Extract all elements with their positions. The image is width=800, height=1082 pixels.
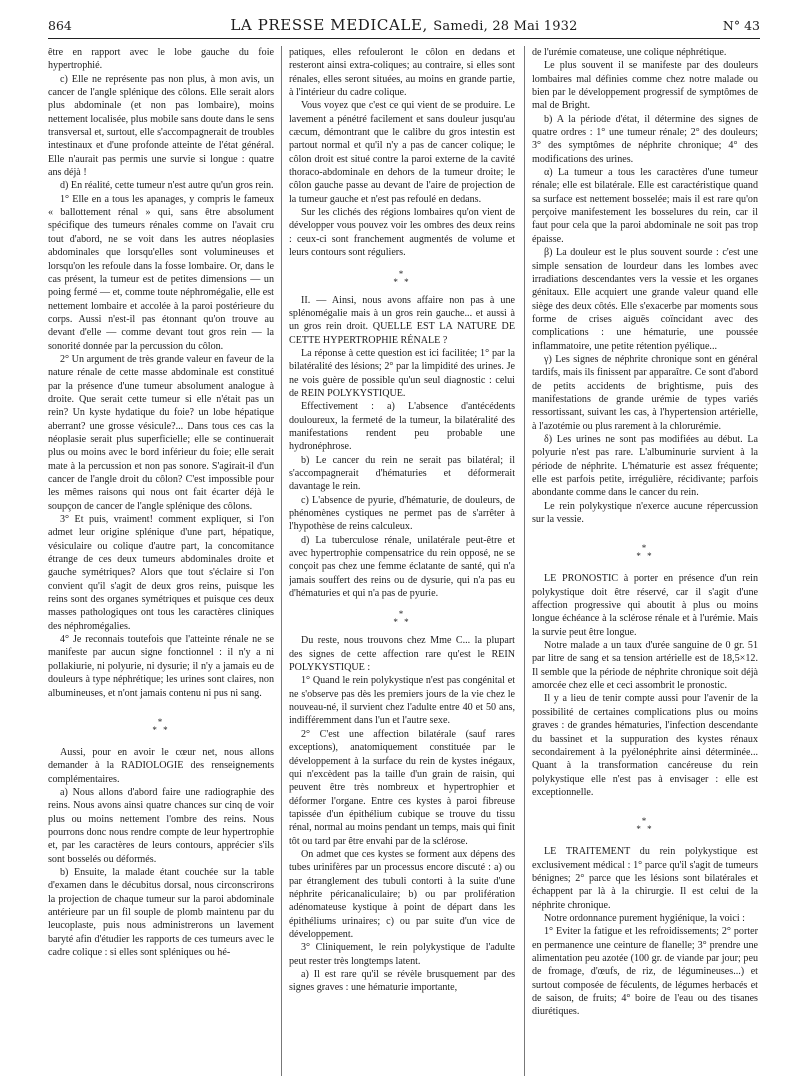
paragraph: patiques, elles refouleront le côlon en dedans et resteront ainsi extra-coliques; au contraire, si elles sont rénales, elles seront situées, au moins en grande partie, à l'intérieur du cadre colique. <box>289 47 515 99</box>
issue-number: N° 43 <box>722 18 760 33</box>
article-columns <box>48 46 760 1076</box>
paragraph: Effectivement : a) L'absence d'antécédents douloureux, la fermeté de la tumeur, la bilatéralité des manifestations rendent peu probable une hydronéphrose. <box>289 401 515 453</box>
paragraph: 4° Je reconnais toutefois que l'atteinte rénale ne se manifeste par aucun signe fonctionnel : il n'y a ni pollakiurie, ni polyurie, ni dysurie; il n'y a jamais eu de douleurs à type néphrétique; les urines sont claires, non albumineuses, et n'ont jamais contenu ni pus ni sang. <box>48 634 274 699</box>
paragraph: 3° Et puis, vraiment! comment expliquer, si l'on admet leur origine splénique d'une part, hépatique, vésiculaire ou colique d'autre part, la concomitance étrange de ces deux tumeurs abdominales droite et gauche symétriques? Alors que tout s'éclaire si l'on convient qu'il s'agit de deux gros reins, puisque les reins sont des organes symétriques et puisque ces deux masses pathologiques ont tous les caractères cliniques des néphromégalies. <box>48 514 274 632</box>
paragraph: II. — Ainsi, nous avons affaire non pas à une splénomégalie mais à un gros rein gauche... et aussi à un gros rein droit. QUELLE EST LA NATURE DE CETTE HYPERTROPHIE RÉNALE ? <box>289 294 515 346</box>
paragraph: a) Il est rare qu'il se révèle brusquement par des signes graves : une hématurie importante, <box>289 969 515 994</box>
column-2 <box>289 46 515 1076</box>
paragraph: Le rein polykystique n'exerce aucune répercussion sur la vessie. <box>532 500 758 526</box>
column-rule <box>281 46 282 1076</box>
paragraph: Du reste, nous trouvons chez Mme C... la plupart des signes de cette affection rare qu'est le REIN POLYKYSTIQUE : <box>289 635 515 674</box>
paragraph: d) La tuberculose rénale, unilatérale peut-être et avec hypertrophie compensatrice du rein opposé, ne se conçoit pas chez une femme éclatante de santé, qui n'a jamais souffert des reins ou de dysurie, qui n'a pas eu d'hématuries et qui n'a pas de pyurie. <box>289 534 515 600</box>
issue-date: Samedi, 28 Mai 1932 <box>433 19 578 34</box>
paragraph: Il y a lieu de tenir compte aussi pour l'avenir de la possibilité de certaines complications plus ou moins graves : de grandes hématuries, l'infection descendante du bassinet et la suppuration des kystes rénaux secondairement à la pyélonéphrite ainsi déterminée... Quant à la transformation cancéreuse du rein polykystique elle n'est pas à envisager : elle est exceptionnelle. <box>532 693 758 798</box>
section-separator: * * * <box>636 816 654 835</box>
paragraph: c) Elle ne représente pas non plus, à mon avis, un cancer de l'angle splénique des côlons. Elle serait alors plus abdominale (et non pas lombaire), moins nettement localisée, plus mobile sans doute dans le sens transversal et, surtout, elle s'accompagnerait de troubles intestinaux et d'une profonde atteinte de l'état général. Elle n'aurait pas permis une survie si longue : quatre ans déjà ! <box>48 73 274 179</box>
paragraph: b) A la période d'état, il détermine des signes de quatre ordres : 1° une tumeur rénale; 2° des douleurs; 3° des symptômes de néphrite chronique; 4° des modifications des urines. <box>532 113 758 165</box>
paragraph: LE PRONOSTIC à porter en présence d'un rein polykystique doit être réservé, car il s'agit d'une affection progressive qui aboutit à plus ou moins longue échéance à la sclérose rénale et à l'urémie. Mais la survie peut être longue. <box>532 573 758 638</box>
paragraph: Sur les clichés des régions lombaires qu'on vient de développer vous pouvez voir les ombres des deux reins : ceux-ci sont franchement augmentés de volume et leurs contours sont réguliers. <box>289 207 515 259</box>
paragraph: 3° Cliniquement, le rein polykystique de l'adulte peut rester très longtemps latent. <box>289 942 515 967</box>
section-separator: * * * <box>393 609 411 628</box>
section-separator: * * * <box>393 268 411 287</box>
page-header <box>48 12 760 39</box>
paragraph: Vous voyez que c'est ce qui vient de se produire. Le lavement a pénétré facilement et sans douleur jusqu'au cæcum, démontrant que le calibre du gros intestin est partout normal et qu'il n'y a pas de cancer colique; le côlon droit est situé contre la paroi externe de la cavité thoraco-abdominale en dehors de la tumeur droite; le côlon gauche passe au devant de l'aire de projection de la tumeur gauche et n'est pas refoulé en dedans. <box>289 100 515 205</box>
paragraph: 2° Un argument de très grande valeur en faveur de la nature rénale de cette masse abdominale est constitué par la présence d'une tumeur absolument analogue à droite. Que serait cette tumeur si elle n'était pas un rein? Un kyste hydatique du foie? un lobe hépatique aberrant? une grosse vésicule?... Dans tous ces cas la néoplasie serait plus superficielle; elle se continuerait plus ou moins avec le bord inférieur du foie; elle serait mate à la percussion et non pas sonore. S'agirait-il d'un cancer de l'angle droit du côlon? C'est impossible pour les mêmes raisons qui nous ont fait écarter déjà le soupçon de cancer de l'angle splénique des côlons. <box>48 353 274 512</box>
paragraph: Aussi, pour en avoir le cœur net, nous allons demander à la RADIOLOGIE des renseignements complémentaires. <box>48 746 274 785</box>
paragraph: γ) Les signes de néphrite chronique sont en général tardifs, mais ils finissent par apparaître. Ce sont d'abord de petits accidents de brightisme, puis des manifestations de grande urémie de types variés ressortissant, suivant les cas, à l'hypertension artérielle, à l'azotémie ou plus rarement à la chlorurémie. <box>532 353 758 432</box>
journal-masthead <box>48 16 760 34</box>
section-separator: * * * <box>636 543 654 562</box>
paragraph: δ) Les urines ne sont pas modifiées au début. La polyurie n'est pas rare. L'albuminurie survient à la période de néphrite. L'hématurie est assez fréquente; elle est parfois petite, irrégulière, récidivante; parfois abondante comme dans le cancer du rein. <box>532 433 758 499</box>
paragraph: de l'urémie comateuse, une colique néphrétique. <box>532 47 727 58</box>
paragraph: β) La douleur est le plus souvent sourde : c'est une simple sensation de lourdeur dans les lombes avec irradiations descendantes vers la vessie et les organes génitaux. Elle acquiert une grande valeur quand elle siège des deux côtés. Elle s'exacerbe par moments sous forme de crises aiguës coïncidant avec des complications : une hématurie, une poussée inflammatoire, une petite rétention pyélique... <box>532 247 758 352</box>
journal-title: LA PRESSE MEDICALE, <box>230 16 428 34</box>
paragraph: c) L'absence de pyurie, d'hématurie, de douleurs, de phénomènes cystiques ne permet pas de s'arrêter à l'hypothèse de reins calculeux. <box>289 494 515 533</box>
paragraph: La réponse à cette question est ici facilitée; 1° par la bilatéralité des lésions; 2° par la limpidité des urines. Je ne vois guère de possible qu'un seul diagnostic : celui de REIN POLYKYSTIQUE. <box>289 347 515 399</box>
paragraph: 1° Quand le rein polykystique n'est pas congénital et ne s'observe pas dès les premiers jours de la vie chez le nouveau-né, il survient chez l'adulte entre 40 et 50 ans, indifféremment dans l'un et l'autre sexe. <box>289 675 515 727</box>
paragraph: b) Ensuite, la malade étant couchée sur la table d'examen dans le décubitus dorsal, nous circonscrirons la projection de chaque tumeur sur la paroi abdominale antérieure par un fil souple de plomb maintenu par du leucoplaste, puis nous administrerons un lavement baryté afin d'étudier les rapports de ces tumeurs avec le cadre colique : si elles sont spléniques ou hé- <box>48 866 274 958</box>
column-1 <box>48 46 274 1076</box>
column-3 <box>532 46 758 1076</box>
paragraph: LE TRAITEMENT du rein polykystique est exclusivement médical : 1° parce qu'il s'agit de tumeurs bénignes; 2° parce que les lésions sont bilatérales et échappent par là à la chirurgie. Il est celui de la néphrite chronique. <box>532 846 758 911</box>
paragraph: 1° Elle en a tous les apanages, y compris le fameux « ballottement rénal » qui, sans être absolument spécifique des tumeurs rénales comme on l'avait cru tout d'abord, ne se voit dans les autres néoplasies abdominales que lorsqu'elles sont volumineuses et lorsqu'on les refoule dans la fosse lombaire. Or, dans le cas présent, la tumeur est de petites dimensions — un poing fermé — et, comme toute néphromégalie, elle est nettement lombaire et accolée à la paroi postérieure du corps. Aussi n'est-il pas étonnant qu'on trouve au devant d'elle — comme devant tout gros rein — la sonorité donnée par la percussion du côlon. <box>48 193 274 352</box>
paragraph: Le plus souvent il se manifeste par des douleurs lombaires mal définies comme chez notre malade ou bien par le développement progressif de symptômes de mal de Bright. <box>532 60 758 112</box>
paragraph: b) Le cancer du rein ne serait pas bilatéral; il s'accompagnerait d'hématuries et déformerait davantage le rein. <box>289 454 515 493</box>
paragraph: 1° Eviter la fatigue et les refroidissements; 2° porter en permanence une ceinture de flanelle; 3° prendre une alimentation peu azotée (100 gr. de viande par jour; peu de fromage, d'œufs, de riz, de légumineuses...) et surtout composée de féculents, de légumes herbacés et de saison, de fruits; 4° boire de l'eau ou des tisanes diurétiques. <box>532 926 758 1018</box>
paragraph: α) La tumeur a tous les caractères d'une tumeur rénale; elle est bilatérale. Elle est caractéristique quand sa surface est nettement bosselée; mais il est rare qu'on perçoive manifestement les bosselures du rein, car il faut pour cela que la paroi abdominale ne soit pas trop épaisse. <box>532 167 758 245</box>
paragraph: 2° C'est une affection bilatérale (sauf rares exceptions), anatomiquement constituée par le développement à la surface du rein de kystes inégaux, qui n'excèdent pas la taille d'un grain de raisin, qui peuvent être très nombreux et hypertrophier et déformer l'organe. Entre ces kystes à paroi fibreuse tapissée d'un épithélium cubique se trouve du tissu rénal, normal au moins pendant un temps, mais qui finit tôt ou tard par être envahi par de la sclérose. <box>289 728 515 847</box>
paragraph: Notre ordonnance purement hygiénique, la voici : <box>544 912 745 924</box>
paragraph: être en rapport avec le lobe gauche du foie hypertrophié. <box>48 47 274 72</box>
paragraph: On admet que ces kystes se forment aux dépens des tubes urinifères par un processus encore discuté : a) ou par étranglement des tubuli contorti à la suite d'une néphrite péricanaliculaire; b) ou par prolifération adénomateuse kystique à point de départ dans les épithéliums urinaires; c) ou par suite d'un vice de développement. <box>289 848 515 940</box>
paragraph: d) En réalité, cette tumeur n'est autre qu'un gros rein. <box>60 180 274 192</box>
newspaper-page <box>48 12 760 1072</box>
section-separator: * * * <box>152 716 170 735</box>
paragraph: a) Nous allons d'abord faire une radiographie des reins. Nous avons ainsi quatre chances sur cinq de voir plus ou moins nettement l'ombre des reins. Nous pourrons donc nous rendre compte de leur hypertrophie et, par les caractères de leurs contours, apprécier s'ils sont bosselés ou déformés. <box>48 786 274 865</box>
page-number: 864 <box>48 18 72 33</box>
paragraph: Notre malade a un taux d'urée sanguine de 0 gr. 51 par litre de sang et sa tension artérielle est de 18,5×12. Il semble que la période de néphrite chronique soit déjà amorcée chez elle et ceci assombrit le pronostic. <box>532 640 758 692</box>
column-rule <box>524 46 525 1076</box>
